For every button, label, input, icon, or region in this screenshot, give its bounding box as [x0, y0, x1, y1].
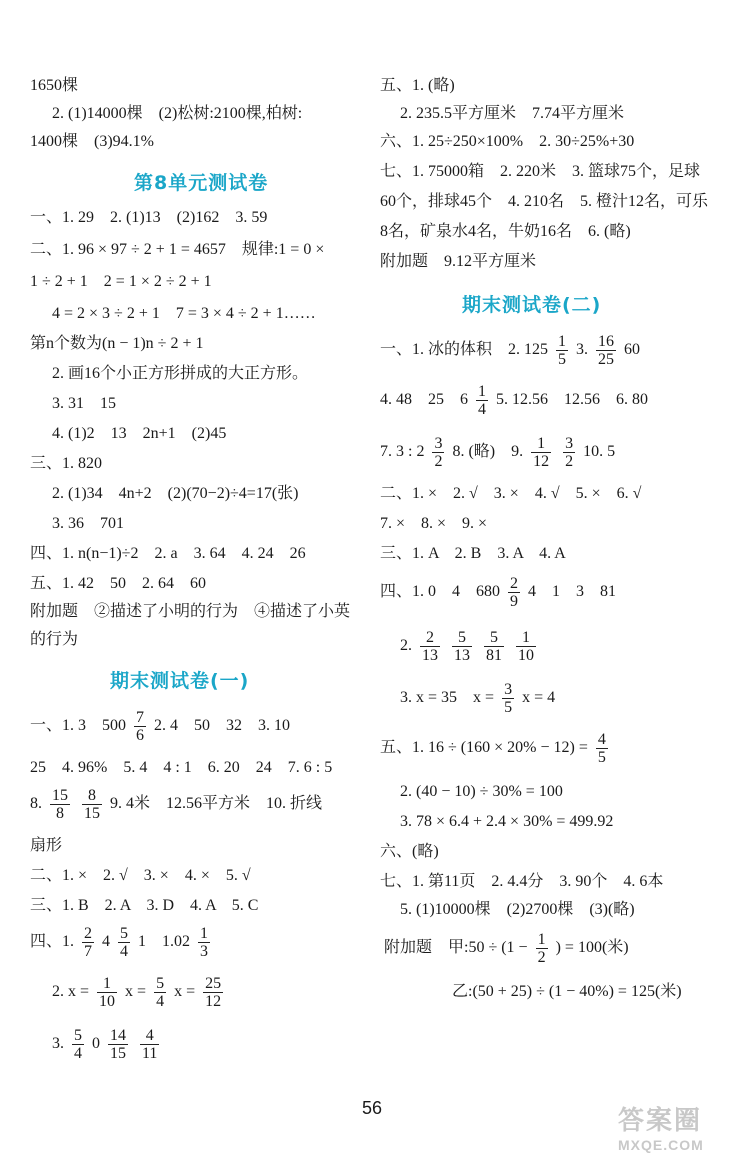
fraction: $\frac{14}{15}$: [110, 1026, 126, 1062]
answer-line: 7. 3 : 2 $\frac{3}{2}$ 8. (略) 9. $\frac{1}{12}$ $\frac{3}{2}$ 10. 5: [380, 434, 616, 470]
answer-line: 乙:(50 + 25) ÷ (1 − 40%) = 125(米): [452, 983, 682, 1000]
answer-line: 附加题 ②描述了小明的行为 ④描述了小英: [30, 603, 351, 620]
fraction: $\frac{8}{15}$: [84, 786, 100, 822]
answer-line: 2. (1)14000棵 (2)松树:2100棵,柏树:: [52, 105, 303, 122]
fraction: $\frac{2}{13}$: [422, 628, 438, 664]
answer-line: 1400棵 (3)94.1%: [30, 133, 154, 150]
answer-line: 附加题 甲:50 ÷ (1 − $\frac{1}{2}$ ) = 100(米): [384, 930, 629, 966]
fraction: $\frac{5}{4}$: [120, 924, 129, 960]
answer-line: 一、1. 29 2. (1)13 (2)162 3. 59: [30, 209, 268, 226]
answer-line: 一、1. 3 500 $\frac{7}{6}$ 2. 4 50 32 3. 10: [30, 708, 291, 744]
answer-line: 五、1. 16 ÷ (160 × 20% − 12) = $\frac{4}{5}$: [380, 730, 606, 766]
answer-line: 2. 235.5平方厘米 7.74平方厘米: [400, 105, 625, 122]
fraction: $\frac{1}{10}$: [518, 628, 534, 664]
answer-line: 三、1. B 2. A 3. D 4. A 5. C: [30, 897, 259, 914]
answer-line: 三、1. 820: [30, 455, 103, 472]
fraction: $\frac{7}{6}$: [136, 708, 145, 744]
answer-line: 4. (1)2 13 2n+1 (2)45: [52, 425, 227, 442]
answer-line: 七、1. 75000箱 2. 220米 3. 篮球75个，足球: [380, 163, 701, 180]
fraction: $\frac{1}{3}$: [200, 924, 209, 960]
answer-line: 5. (1)10000棵 (2)2700棵 (3)(略): [400, 901, 635, 918]
fraction: $\frac{5}{13}$: [454, 628, 470, 664]
answer-line: 的行为: [30, 631, 79, 648]
answer-line: 8名，矿泉水4名，牛奶16名 6. (略): [380, 223, 631, 240]
fraction: $\frac{1}{12}$: [533, 434, 550, 470]
answer-line: 3. x = 35 x = $\frac{3}{5}$ x = 4: [400, 680, 556, 716]
answer-line: 8. $\frac{15}{8}$ $\frac{8}{15}$ 9. 4米 12.56平方米 10. 折线: [30, 786, 323, 822]
answer-line: 三、1. A 2. B 3. A 4. A: [380, 545, 566, 562]
fraction: $\frac{25}{12}$: [205, 974, 222, 1010]
answer-line: 1650棵: [30, 77, 79, 94]
answer-line: 五、1. 42 50 2. 64 60: [30, 575, 207, 592]
answer-line: 二、1. × 2. √ 3. × 4. × 5. √: [30, 867, 251, 884]
fraction: $\frac{3}{5}$: [504, 680, 513, 716]
answer-line: 六、1. 25÷250×100% 2. 30÷25%+30: [380, 133, 635, 150]
fraction: $\frac{4}{5}$: [597, 730, 606, 766]
fraction: $\frac{2}{7}$: [84, 924, 93, 960]
answer-line: 3. 31 15: [52, 395, 117, 412]
answer-line: 四、1. n(n−1)÷2 2. a 3. 64 4. 24 26: [30, 545, 306, 562]
answer-line: 四、1. $\frac{2}{7}$ 4 $\frac{5}{4}$ 1 1.02 $\frac{1}{3}$: [30, 924, 209, 960]
fraction: $\frac{3}{2}$: [434, 434, 443, 470]
answer-line: 2. x = $\frac{1}{10}$ x = $\frac{5}{4}$ x = $\frac{25}{12}$: [52, 974, 222, 1010]
answer-line: 2. (40 − 10) ÷ 30% = 100: [400, 783, 563, 800]
fraction: $\frac{16}{25}$: [598, 332, 615, 368]
answer-line: 3. 78 × 6.4 + 2.4 × 30% = 499.92: [400, 813, 614, 830]
answer-line: 4 = 2 × 3 ÷ 2 + 1 7 = 3 × 4 ÷ 2 + 1……: [52, 305, 316, 322]
section-heading: 期末测试卷(一): [110, 670, 250, 692]
answer-line: 五、1. (略): [380, 77, 455, 94]
page-number: 56: [362, 1098, 383, 1118]
answer-line: 2. (1)34 4n+2 (2)(70−2)÷4=17(张): [52, 485, 299, 502]
fraction: $\frac{3}{2}$: [565, 434, 574, 470]
answer-line: 七、1. 第11页 2. 4.4分 3. 90个 4. 6本: [380, 873, 664, 890]
answer-line: 六、(略): [380, 843, 439, 860]
answer-line: 附加题 9.12平方厘米: [380, 253, 537, 270]
answer-line: 扇形: [30, 837, 63, 854]
answer-line: 第n个数为(n − 1)n ÷ 2 + 1: [30, 335, 204, 352]
watermark: 答案圈 MXQE.COM: [618, 1105, 704, 1153]
answer-line: 二、1. × 2. √ 3. × 4. √ 5. × 6. √: [380, 485, 642, 502]
fraction: $\frac{15}{8}$: [52, 786, 68, 822]
answer-line: 3. 36 701: [52, 515, 125, 532]
answer-line: 一、1. 冰的体积 2. 125 $\frac{1}{5}$ 3. $\frac{16}{25}$ 60: [380, 332, 641, 368]
answer-line: 3. $\frac{5}{4}$ 0 $\frac{14}{15}$ $\frac{4}{11}$: [52, 1026, 158, 1062]
fraction: $\frac{5}{4}$: [156, 974, 165, 1010]
answer-line: 4. 48 25 6 $\frac{1}{4}$ 5. 12.56 12.56 6. 80: [380, 382, 649, 418]
fraction: $\frac{5}{81}$: [486, 628, 502, 664]
answer-line: 7. × 8. × 9. ×: [380, 515, 488, 532]
fraction: $\frac{2}{9}$: [510, 574, 519, 610]
fraction: $\frac{4}{11}$: [142, 1026, 158, 1062]
answer-line: 二、1. 96 × 97 ÷ 2 + 1 = 4657 规律:1 = 0 ×: [30, 241, 325, 258]
section-heading: 第8单元测试卷: [134, 172, 269, 194]
section-heading: 期末测试卷(二): [462, 294, 602, 316]
fraction: $\frac{1}{2}$: [537, 930, 546, 966]
answer-line: 25 4. 96% 5. 4 4 : 1 6. 20 24 7. 6 : 5: [30, 759, 333, 776]
answer-line: 2. $\frac{2}{13}$ $\frac{5}{13}$ $\frac{5}{81}$ $\frac{1}{10}$: [400, 628, 534, 664]
fraction: $\frac{5}{4}$: [74, 1026, 82, 1062]
answer-line: 1 ÷ 2 + 1 2 = 1 × 2 ÷ 2 + 1: [30, 273, 212, 290]
answer-line: 2. 画16个小正方形拼成的大正方形。: [52, 365, 309, 382]
fraction: $\frac{1}{4}$: [478, 382, 487, 418]
answer-line: 四、1. 0 4 680 $\frac{2}{9}$ 4 1 3 81: [380, 574, 617, 610]
fraction: $\frac{1}{5}$: [558, 332, 567, 368]
fraction: $\frac{1}{10}$: [99, 974, 116, 1010]
answer-line: 60个，排球45个 4. 210名 5. 橙汁12名，可乐: [380, 193, 709, 210]
